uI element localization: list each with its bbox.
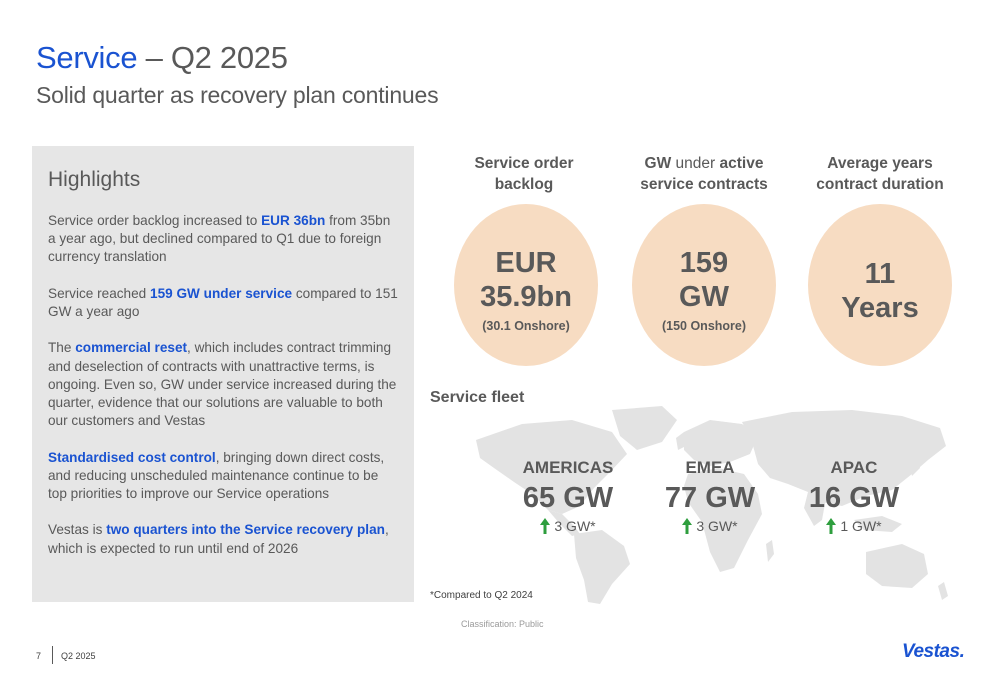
region-change xyxy=(826,517,881,535)
gw-label-b: under xyxy=(671,155,720,172)
arrow-up-icon xyxy=(682,518,692,534)
highlight-paragraph xyxy=(48,449,398,504)
backlog-value-line1: EUR xyxy=(495,247,557,279)
highlight-emphasis: EUR 36bn xyxy=(261,213,326,228)
region-change-text: 3 GW* xyxy=(696,518,738,534)
gw-onshore: (150 Onshore) xyxy=(661,319,747,333)
highlight-emphasis: commercial reset xyxy=(75,340,188,356)
region-value: 16 GW xyxy=(808,482,900,514)
footer-divider xyxy=(52,646,53,664)
footer-date: Q2 2025 xyxy=(61,651,96,661)
backlog-onshore: (30.1 Onshore) xyxy=(482,319,570,333)
footnote: *Compared to Q2 2024 xyxy=(430,590,533,601)
arrow-up-icon xyxy=(826,518,836,534)
region-change-text: 3 GW* xyxy=(554,518,596,534)
years-value-line1: 11 xyxy=(864,258,896,290)
highlight-text: compared to 151 GW a year ago xyxy=(48,285,398,319)
backlog-value-line2: 35.9bn xyxy=(480,281,572,313)
gw-label-c: active xyxy=(719,155,764,172)
highlight-text: from 35bn a year ago, but declined compared to Q1 due to foreign currency translation xyxy=(48,213,391,265)
region-name: EMEA xyxy=(685,458,735,477)
highlights-body xyxy=(48,212,398,576)
highlight-text: The xyxy=(48,340,76,356)
highlights-heading: Highlights xyxy=(48,168,141,191)
highlight-text: Service order backlog increased to xyxy=(48,213,262,228)
backlog-circle xyxy=(454,204,598,366)
region-value: 65 GW xyxy=(522,482,614,514)
title-rest: – Q2 2025 xyxy=(137,40,288,75)
backlog-label-line2: backlog xyxy=(494,176,554,193)
highlight-text: , which is expected to run until end of 2026 xyxy=(48,522,389,556)
classification-label: Classification: Public xyxy=(461,619,544,629)
highlight-text: , which includes contract trimming and deselection of contracts with unattractive terms, is ongoing. Even so, GW under service increased during the quarter, evidence that our solutions are valuable to both our customers and Vestas xyxy=(48,340,397,429)
region-change xyxy=(682,517,737,535)
arrow-up-icon xyxy=(540,518,550,534)
region-emea xyxy=(645,457,775,539)
gw-label-a: GW xyxy=(644,155,672,172)
highlight-emphasis: 159 GW under service xyxy=(150,285,293,301)
service-fleet-title: Service fleet xyxy=(430,389,525,406)
highlight-paragraph xyxy=(48,285,398,321)
years-circle xyxy=(808,204,952,366)
highlight-paragraph xyxy=(48,339,398,430)
page-title xyxy=(36,38,288,78)
highlight-emphasis: two quarters into the Service recovery plan xyxy=(106,522,385,538)
region-change xyxy=(540,517,595,535)
years-label-line1: Average years xyxy=(827,155,933,172)
gw-circle xyxy=(632,204,776,366)
highlight-paragraph xyxy=(48,521,398,557)
years-value-line2: Years xyxy=(841,292,919,324)
highlight-paragraph xyxy=(48,212,398,267)
backlog-label xyxy=(444,153,604,195)
gw-value-line2: GW xyxy=(679,281,729,313)
gw-label xyxy=(624,153,784,195)
years-label-line2: contract duration xyxy=(816,176,944,193)
highlights-panel xyxy=(32,146,414,602)
years-label xyxy=(800,153,960,195)
page-number: 7 xyxy=(36,651,42,661)
page-subtitle: Solid quarter as recovery plan continues xyxy=(36,82,439,108)
title-accent: Service xyxy=(36,40,138,75)
highlight-text: , bringing down direct costs, and reducing unscheduled maintenance continue to be top priorities to improve our Service operations xyxy=(48,449,385,501)
region-americas xyxy=(503,457,633,539)
vestas-logo: Vestas. xyxy=(902,641,965,662)
gw-value-line1: 159 xyxy=(679,247,729,279)
region-change-text: 1 GW* xyxy=(840,518,882,534)
region-apac xyxy=(789,457,919,539)
highlight-emphasis: Standardised cost control xyxy=(48,449,216,465)
region-value: 77 GW xyxy=(664,482,756,514)
highlight-text: Vestas is xyxy=(48,522,107,538)
gw-label-line2: service contracts xyxy=(640,176,768,193)
backlog-label-line1: Service order xyxy=(474,155,574,172)
highlight-text: Service reached xyxy=(48,285,151,301)
region-name: APAC xyxy=(830,458,878,477)
region-name: AMERICAS xyxy=(522,458,614,477)
